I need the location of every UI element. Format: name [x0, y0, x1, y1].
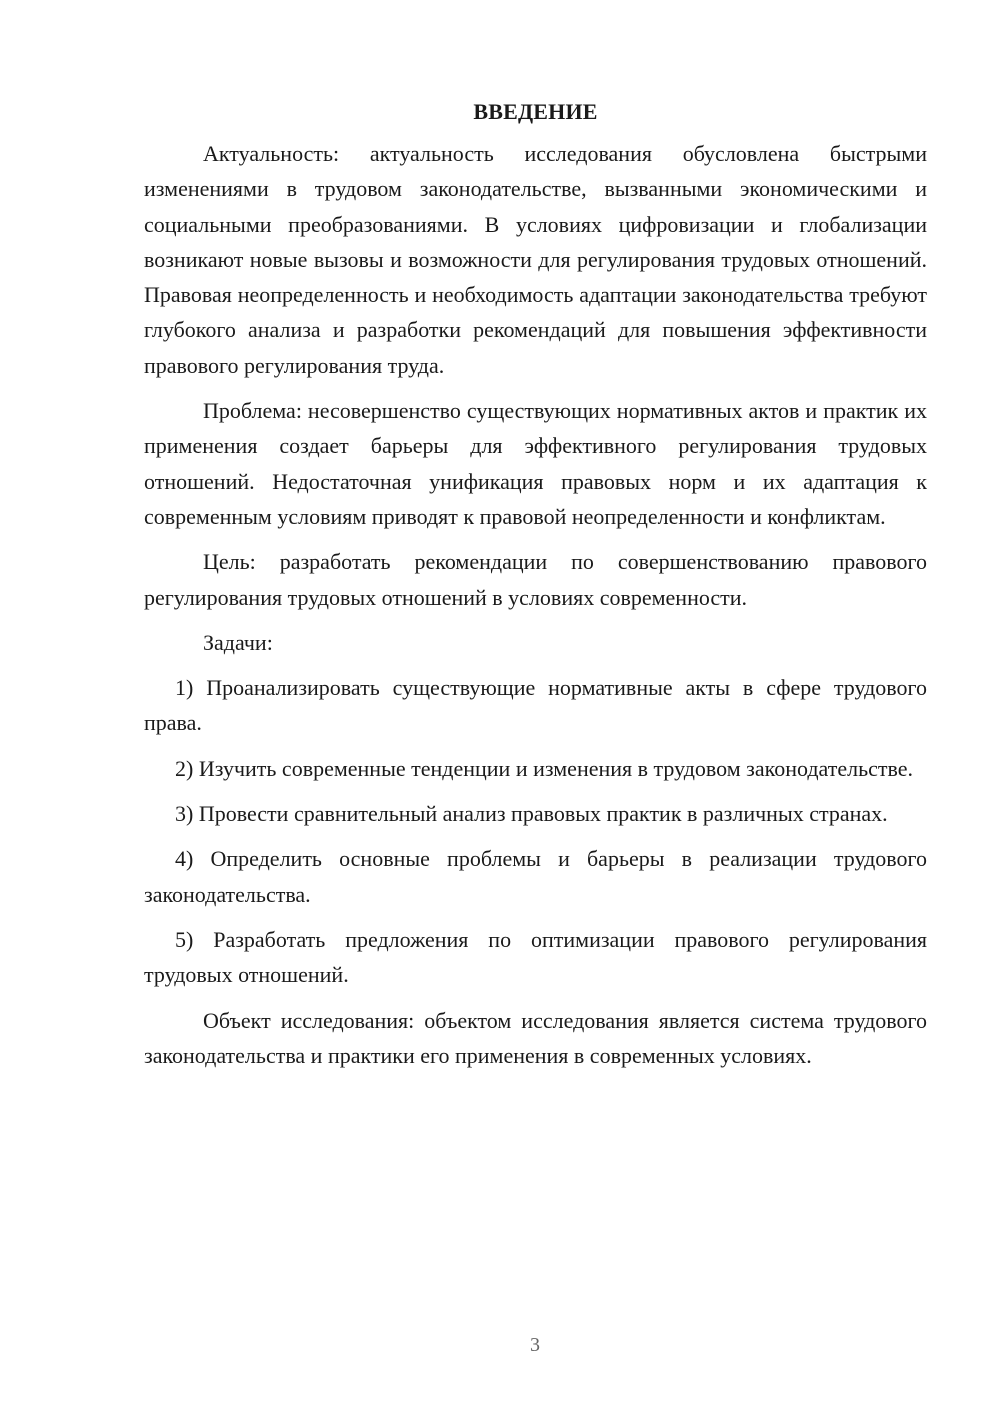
section-title: ВВЕДЕНИЕ — [473, 99, 598, 124]
task-item-5: 5) Разработать предложения по оптимизации правового регулирования трудовых отношений. — [144, 926, 927, 988]
tasks-label: Задачи: — [203, 629, 273, 655]
object-paragraph: Объект исследования: объектом исследования является система трудового законодательства и практики его применения в современных условиях. — [144, 1007, 927, 1068]
task-item-2: 2) Изучить современные тенденции и изменения в трудовом законодательстве. — [175, 755, 914, 781]
document-page — [144, 94, 927, 1083]
relevance-paragraph: Актуальность: актуальность исследования обусловлена быстрыми изменениями в трудовом законодательстве, вызванными экономическими и социальными преобразованиями. В условиях цифровизации и глобализации возникают новые вызовы и возможности для регулирования трудовых отношений. Правовая неопределенность и необходимость адаптации законодательства требуют глубокого анализа и разработки рекомендаций для повышения эффективности правового регулирования труда. — [144, 141, 927, 378]
problem-paragraph: Проблема: несовершенство существующих нормативных актов и практик их применения создает барьеры для эффективного регулирования трудовых отношений. Недостаточная унификация правовых норм и их адаптация к современным условиям приводят к правовой неопределенности и конфликтам. — [144, 398, 927, 529]
goal-paragraph: Цель: разработать рекомендации по совершенствованию правового регулирования трудовых отношений в условиях современности. — [144, 549, 927, 610]
task-item-1: 1) Проанализировать существующие нормативные акты в сфере трудового права. — [144, 675, 927, 736]
task-item-3: 3) Провести сравнительный анализ правовых практик в различных странах. — [175, 801, 888, 827]
task-item-4: 4) Определить основные проблемы и барьеры в реализации трудового законодательства. — [144, 846, 927, 907]
page-number: 3 — [530, 1334, 540, 1356]
